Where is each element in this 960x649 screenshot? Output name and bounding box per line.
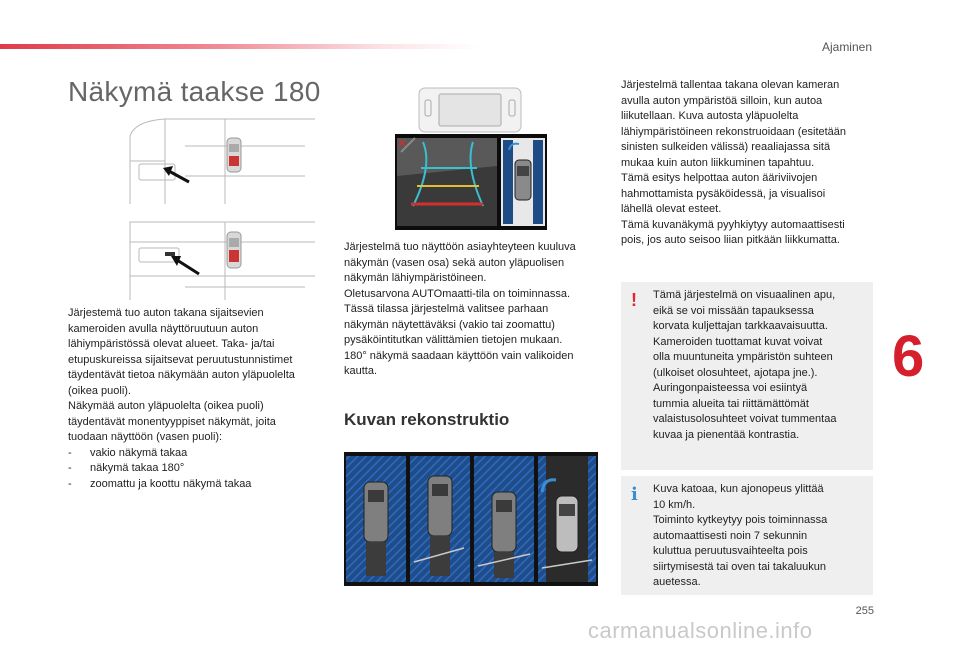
chapter-number: 6 xyxy=(892,324,925,389)
warning-box xyxy=(621,282,873,470)
right-column xyxy=(621,78,879,249)
dashboard-screen-illustration xyxy=(393,86,549,232)
views-paragraph: Näkymää auton yläpuolelta (oikea puoli) täydentävät monentyyppiset näkymät, joita tuodaan näyttöön (vasen puoli): xyxy=(68,400,276,443)
auto-mode-paragraph: Oletusarvona AUTOmaatti-tila on toiminnassa. Tässä tilassa järjestelmä valitsee parhaan näkymän näytettäväksi (vakio tai zoomattu) pysäköintitutkan välittämien tietojen mukaan. xyxy=(344,287,571,346)
middle-column xyxy=(344,240,602,380)
list-item: - zoomattu ja koottu näkymä takaa xyxy=(68,477,252,490)
recording-paragraph: Järjestelmä tallentaa takana olevan kameran avulla auton ympäristöä silloin, kun autoa liikutellaan. Kuva autosta yläpuolelta lähiympäristöineen rekonstruoidaan (esitetään sinisten sulkeiden välissä) reaaliajassa sitä mukaa kuin auton liikkuminen tapahtuu. xyxy=(621,79,847,169)
watermark: carmanualsonline.info xyxy=(588,618,813,643)
list-item: - näkymä takaa 180° xyxy=(68,462,185,474)
warning-text: Tämä järjestelmä on visuaalinen apu, eikä se voi missään tapauksessa korvata kuljettajan tarkkaavaisuutta. Kameroiden tuottamat kuvat voivat olla muuntuneita ympäristön suhteen (ulkoiset olosuhteet, ajotapa jne.). Auringonpaisteessa voi esiintyä tummia alueita tai riittämättömät valaistusolosuhteet voivat tummentaa kuvaa ja pienentää kontrastia. xyxy=(653,289,837,441)
views-list xyxy=(68,446,324,493)
page-title: Näkymä taakse 180 xyxy=(68,76,321,107)
menu-paragraph: 180° näkymä saadaan käyttöön vain valikoiden kautta. xyxy=(344,349,574,377)
intro-paragraph: Järjestemä tuo auton takana sijaitsevien kameroiden avulla näyttöruutuun auton lähiympäristössä olevat alueet. Taka- ja/tai etupuskureissa sijaitsevat peruutustunnistimet täydentävät tietoa näkymään auton yläpuolelta (oikea puoli). xyxy=(68,307,295,397)
display-paragraph: Järjestelmä tuo näyttöön asiayhteyteen kuuluva näkymän (vasen osa) sekä auton yläpuolisen näkymän lähiympäristöineen. xyxy=(344,241,576,284)
list-item: - vakio näkymä takaa xyxy=(68,446,188,459)
section-heading-reconstruction: Kuvan rekonstruktio xyxy=(344,410,510,429)
info-text: Kuva katoaa, kun ajonopeus ylittää 10 km/h. Toiminto kytkeytyy pois toiminnassa automaattisesti noin 7 sekunnin kuluttua peruutusvaihteelta pois siirtymisestä tai oven tai takaluukun auetessa. xyxy=(653,483,828,588)
van-rear-illustration-top xyxy=(125,116,325,206)
info-box xyxy=(621,476,873,595)
van-rear-illustration-bottom xyxy=(125,212,325,302)
outline-paragraph: Tämä esitys helpottaa auton ääriviivojen hahmottamista pysäköidessä, ja visualisoi lähellä olevat esteet. xyxy=(621,172,826,215)
info-icon: i xyxy=(631,484,638,505)
header-accent-bar xyxy=(0,44,480,49)
clear-paragraph: Tämä kuvanäkymä pyyhkiytyy automaattisesti pois, jos auto seisoo liian pitkään liikkumatta. xyxy=(621,218,845,246)
reconstruction-sequence-illustration xyxy=(344,452,598,586)
page-number: 255 xyxy=(855,605,874,617)
warning-exclamation-icon: ! xyxy=(631,290,637,310)
section-title: Ajaminen xyxy=(821,40,872,54)
left-column xyxy=(68,306,324,492)
